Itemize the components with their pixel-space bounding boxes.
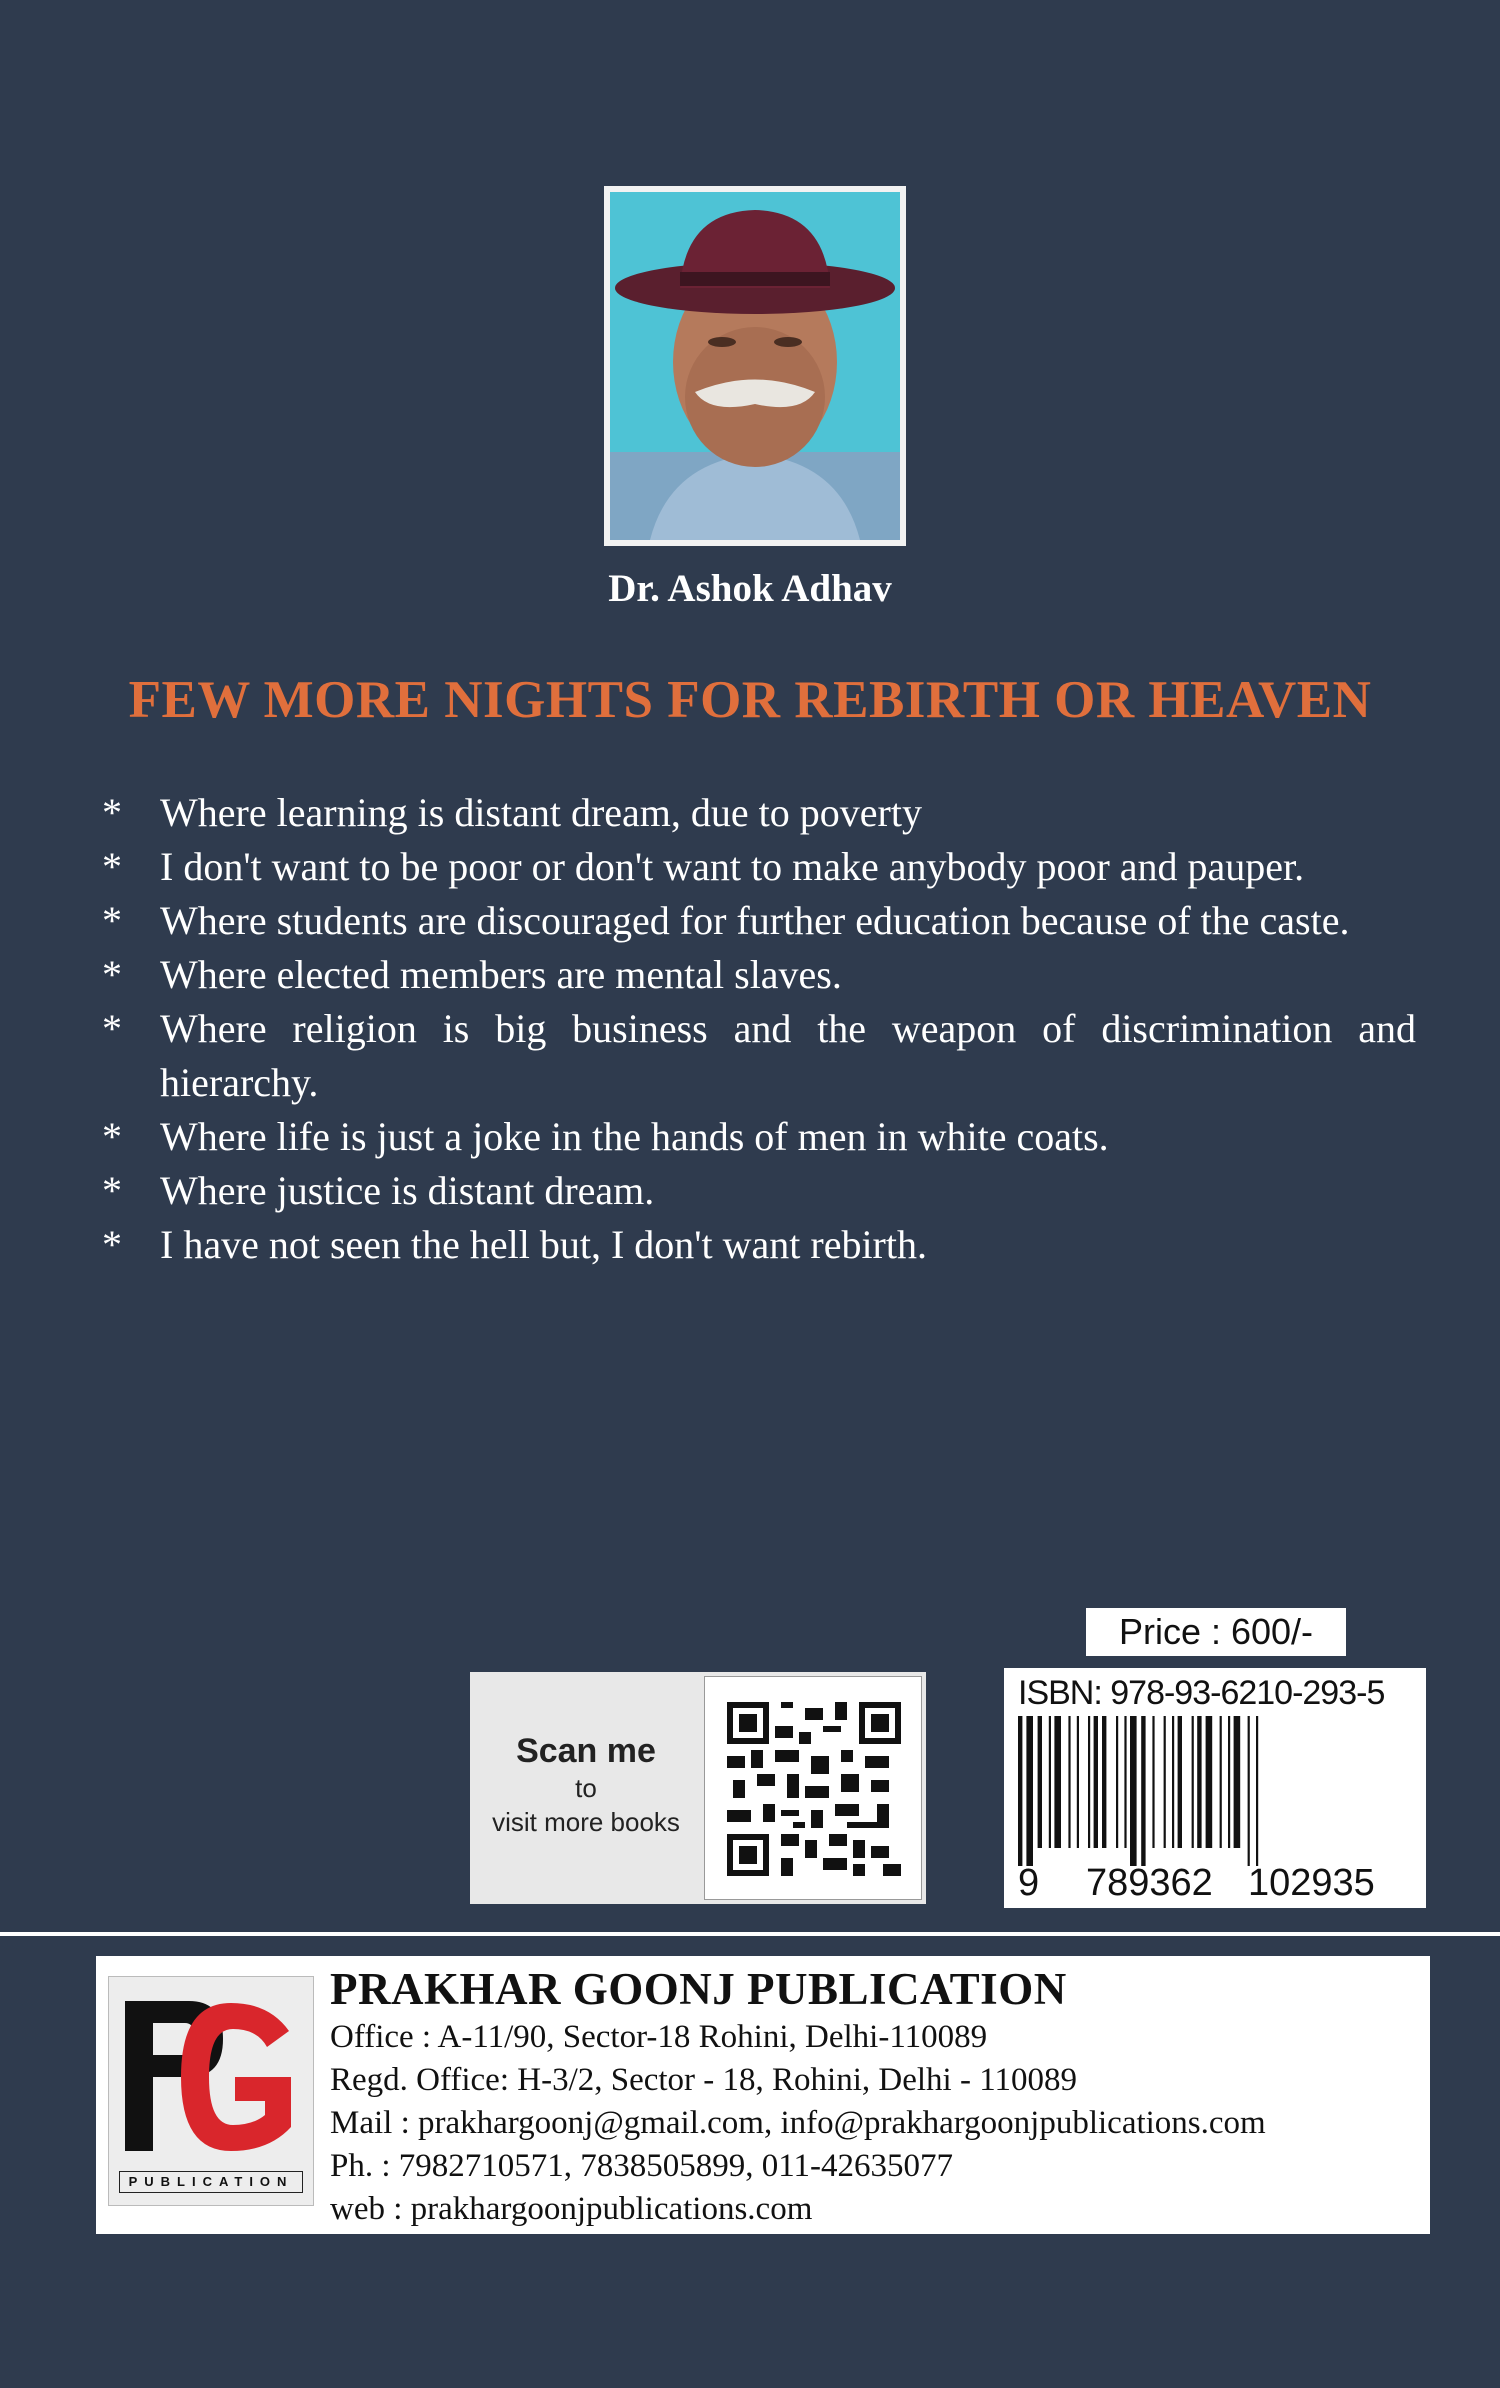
- list-item-text: Where students are discouraged for further education because of the caste.: [160, 898, 1350, 943]
- barcode-bar: [1192, 1716, 1194, 1848]
- list-item: [100, 1218, 1416, 1272]
- book-title: FEW MORE NIGHTS FOR REBIRTH OR HEAVEN: [128, 671, 1372, 729]
- barcode-digit-first: 9: [1018, 1862, 1040, 1904]
- qr-caption: [470, 1732, 702, 1839]
- barcode-bar: [1026, 1716, 1033, 1866]
- author-name: Dr. Ashok Adhav: [608, 567, 892, 610]
- barcode-bar: [1141, 1716, 1145, 1866]
- footer-divider: [0, 1932, 1500, 1936]
- logo-strip-text: PUBLICATION: [119, 2171, 303, 2193]
- publisher-mail: Mail : prakhargoonj@gmail.com, info@prakhargoonjpublications.com: [330, 2105, 1266, 2141]
- barcode-bar: [1018, 1716, 1022, 1866]
- list-item: [100, 786, 1416, 840]
- publisher-office: Office : A-11/90, Sector-18 Rohini, Delhi-110089: [330, 2019, 988, 2055]
- qr-caption-line: to: [575, 1773, 597, 1803]
- list-item: [100, 840, 1416, 894]
- list-item-text: Where life is just a joke in the hands of men in white coats.: [160, 1114, 1109, 1159]
- qr-caption-line: visit more books: [492, 1807, 680, 1837]
- bullet-star: *: [102, 898, 122, 943]
- qr-code[interactable]: [704, 1676, 922, 1900]
- publisher-card: [96, 1956, 1430, 2234]
- list-item: [100, 948, 1416, 1002]
- pg-logo-icon: [119, 1991, 303, 2161]
- publisher-info: [330, 1962, 1266, 2231]
- list-item-text: Where learning is distant dream, due to poverty: [160, 790, 922, 835]
- barcode-bar: [1234, 1716, 1241, 1848]
- barcode-bar: [1094, 1716, 1098, 1848]
- barcode-bar: [1256, 1716, 1258, 1866]
- barcode-bar: [1049, 1716, 1051, 1848]
- list-item-text: Where religion is big business and the weapon of discrimination and hierarchy.: [160, 1006, 1416, 1105]
- bullet-star: *: [102, 1114, 122, 1159]
- barcode-bar: [1102, 1716, 1106, 1848]
- barcode-bar: [1124, 1716, 1126, 1848]
- publisher-web: web : prakhargoonjpublications.com: [330, 2191, 813, 2227]
- publisher-phone: Ph. : 7982710571, 7838505899, 011-42635077: [330, 2148, 954, 2184]
- bullet-star: *: [102, 1006, 122, 1051]
- qr-card: [470, 1672, 926, 1904]
- barcode-digits-right: 102935: [1248, 1862, 1375, 1904]
- author-photo: [610, 192, 900, 540]
- publisher-name: PRAKHAR GOONJ PUBLICATION: [330, 1964, 1067, 2014]
- barcode-bars: [1014, 1716, 1414, 1866]
- bullet-star: *: [102, 952, 122, 997]
- barcode-bar: [1228, 1716, 1230, 1848]
- list-item: [100, 1164, 1416, 1218]
- list-item: [100, 894, 1416, 948]
- publisher-regd-office: Regd. Office: H-3/2, Sector - 18, Rohini, Delhi - 110089: [330, 2062, 1077, 2098]
- list-item-text: Where justice is distant dream.: [160, 1168, 655, 1213]
- bullet-star: *: [102, 844, 122, 889]
- barcode-bar: [1077, 1716, 1079, 1848]
- isbn-label: ISBN: 978-93-6210-293-5: [1018, 1674, 1385, 1712]
- bullet-star: *: [102, 790, 122, 835]
- qr-caption-title: Scan me: [516, 1732, 656, 1770]
- barcode-bar: [1038, 1716, 1042, 1848]
- barcode-bar: [1152, 1716, 1154, 1848]
- barcode-digits-left: 789362: [1086, 1862, 1213, 1904]
- barcode-bar: [1172, 1716, 1174, 1848]
- publisher-logo: [108, 1976, 314, 2206]
- qr-code-icon: [727, 1699, 901, 1879]
- isbn-barcode: [1004, 1668, 1426, 1908]
- price-label: Price : 600/-: [1086, 1608, 1346, 1656]
- list-item: [100, 1002, 1416, 1110]
- barcode-bar: [1130, 1716, 1137, 1866]
- author-photo-frame: [604, 186, 906, 546]
- barcode-bar: [1164, 1716, 1166, 1848]
- list-item-text: I don't want to be poor or don't want to make anybody poor and pauper.: [160, 844, 1305, 889]
- barcode-icon: [1014, 1716, 1414, 1866]
- list-item-text: Where elected members are mental slaves.: [160, 952, 842, 997]
- author-portrait-image: [610, 192, 900, 540]
- barcode-bar: [1068, 1716, 1070, 1848]
- points-list: [100, 786, 1416, 1272]
- barcode-bar: [1248, 1716, 1250, 1866]
- bullet-star: *: [102, 1222, 122, 1267]
- list-item-text: I have not seen the hell but, I don't want rebirth.: [160, 1222, 927, 1267]
- barcode-bar: [1054, 1716, 1061, 1848]
- barcode-bar: [1088, 1716, 1090, 1848]
- list-item: [100, 1110, 1416, 1164]
- barcode-bar: [1206, 1716, 1213, 1848]
- barcode-bar: [1178, 1716, 1182, 1848]
- bullet-star: *: [102, 1168, 122, 1213]
- barcode-bar: [1197, 1716, 1201, 1848]
- barcode-bar: [1116, 1716, 1118, 1848]
- barcode-bar: [1220, 1716, 1222, 1848]
